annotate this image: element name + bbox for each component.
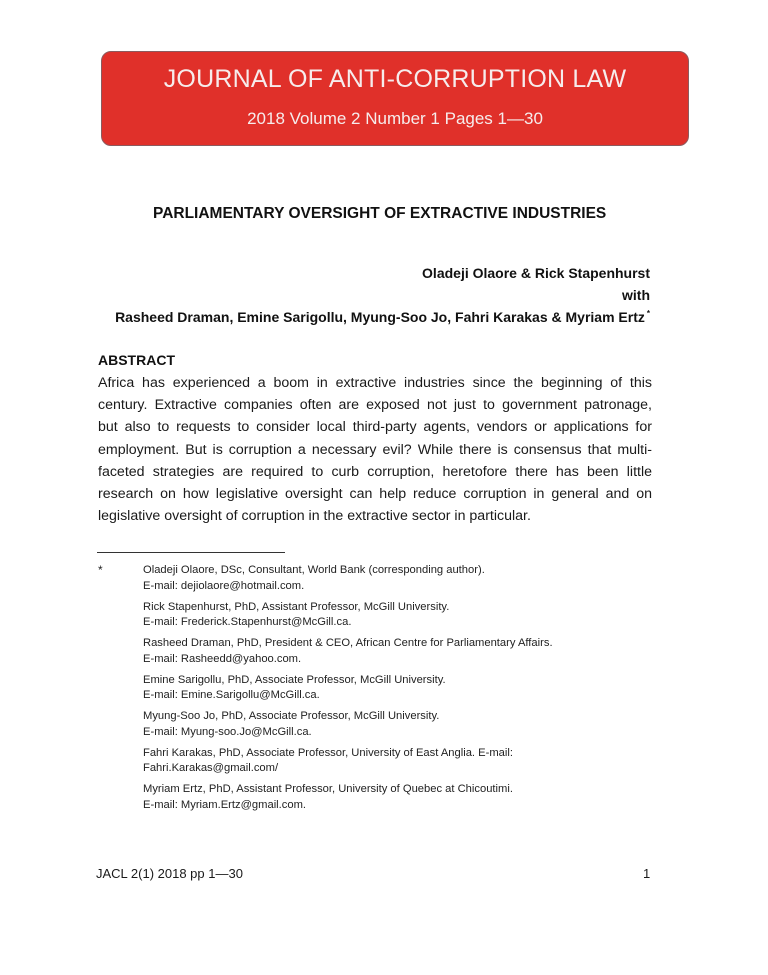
footnote-email[interactable]: E-mail: Myung-soo.Jo@McGill.ca. [143, 725, 312, 738]
author-block [115, 262, 650, 328]
primary-authors: Oladeji Olaore & Rick Stapenhurst [422, 265, 650, 281]
footnote-email[interactable]: E-mail: Rasheedd@yahoo.com. [143, 652, 302, 665]
footnote-list [143, 563, 663, 819]
co-authors [115, 306, 650, 328]
footnote-entry-olaore [143, 563, 663, 594]
abstract-body [98, 372, 652, 527]
footnote-mark: * [98, 563, 103, 577]
abstract-line: legislative oversight of corruption in the extractive sector in particular. [98, 508, 531, 525]
footnote-email[interactable]: E-mail: Frederick.Stapenhurst@McGill.ca. [143, 616, 352, 628]
footnote-email[interactable]: E-mail: Myriam.Ertz@gmail.com. [143, 798, 307, 811]
journal-banner [101, 51, 689, 146]
authors-with: with [622, 287, 650, 303]
footnote-affiliation: Emine Sarigollu, PhD, Associate Professor, McGill University. [143, 673, 446, 686]
abstract-line: faceted strategies are required to curb corruption, heretofore there has been little [98, 463, 652, 480]
abstract-line: Africa has experienced a boom in extractive industries since the beginning of this [98, 375, 652, 391]
abstract-line: research on how legislative oversight can help reduce corruption in general and on [98, 486, 652, 503]
abstract-heading: ABSTRACT [98, 352, 175, 368]
abstract-line: employment. But is corruption a necessary evil? While there is consensus that multi- [98, 441, 652, 458]
footnote-entry-draman [143, 636, 663, 667]
footnote-separator [97, 552, 285, 553]
footnote-entry-stapenhurst [143, 600, 663, 631]
footnote-affiliation: Fahri Karakas, PhD, Associate Professor, University of East Anglia. E-mail: [143, 746, 513, 759]
abstract-line: century. Extractive companies often are exposed not just to government patronage, [98, 397, 652, 414]
footnote-affiliation: Oladeji Olaore, DSc, Consultant, World Bank (corresponding author). [143, 564, 485, 576]
page-number: 1 [643, 866, 651, 881]
paper-title: PARLIAMENTARY OVERSIGHT OF EXTRACTIVE INDUSTRIES [153, 205, 607, 222]
footnote-affiliation: Myung-Soo Jo, PhD, Associate Professor, McGill University. [143, 710, 440, 722]
footnote-entry-ertz [143, 782, 663, 813]
footnote-affiliation: Rick Stapenhurst, PhD, Assistant Professor, McGill University. [143, 600, 450, 613]
footnote-entry-karakas [143, 746, 663, 777]
co-authors-text: Rasheed Draman, Emine Sarigollu, Myung-Soo Jo, Fahri Karakas & Myriam Ertz [115, 309, 645, 325]
footnote-email[interactable]: Fahri.Karakas@gmail.com/ [143, 762, 279, 774]
footnote-email[interactable]: E-mail: dejiolaore@hotmail.com. [143, 579, 305, 592]
journal-name: JOURNAL OF ANTI-CORRUPTION LAW [163, 65, 627, 93]
abstract-line: but also to requests to consider local third-party agents, vendors or applications for [98, 419, 652, 436]
footnote-entry-jo [143, 709, 663, 740]
footnote-affiliation: Myriam Ertz, PhD, Assistant Professor, University of Quebec at Chicoutimi. [143, 783, 513, 795]
footnote-affiliation: Rasheed Draman, PhD, President & CEO, African Centre for Parliamentary Affairs. [143, 637, 553, 649]
issue-info: 2018 Volume 2 Number 1 Pages 1—30 [247, 109, 543, 128]
footer-citation: JACL 2(1) 2018 pp 1—30 [96, 866, 243, 881]
footnote-entry-sarigollu [143, 673, 663, 704]
author-footnote-mark[interactable]: * [646, 309, 650, 318]
footnote-email[interactable]: E-mail: Emine.Sarigollu@McGill.ca. [143, 689, 320, 701]
